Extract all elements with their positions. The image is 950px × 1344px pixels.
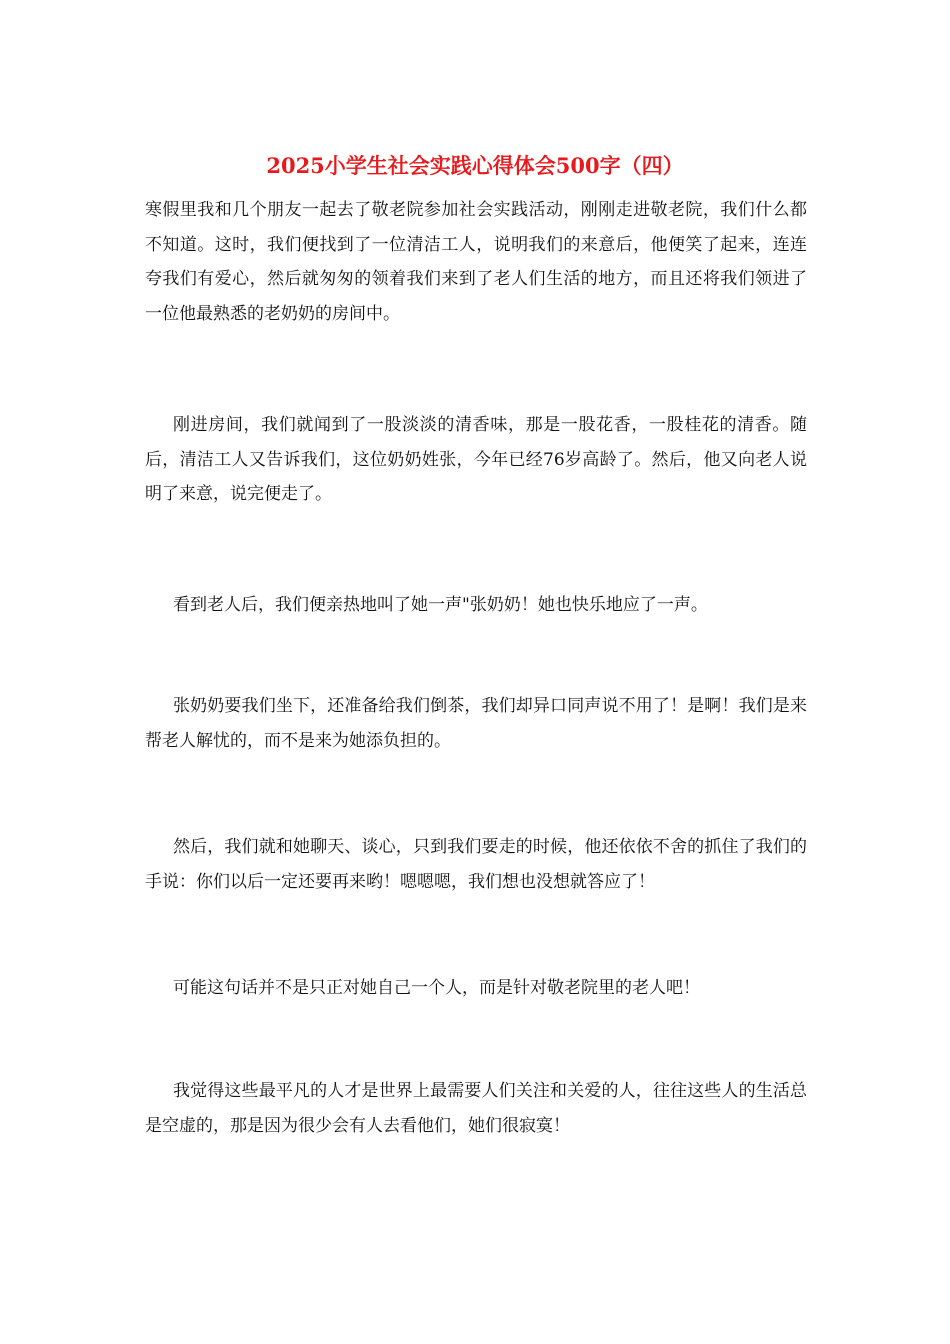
document-title: 2025小学生社会实践心得体会500字（四） <box>266 153 684 178</box>
paragraph-7: 我觉得这些最平凡的人才是世界上最需要人们关注和关爱的人，往往这些人的生活总是空虚的，那是因为很少会有人去看他们，她们很寂寞！ <box>145 1081 807 1136</box>
paragraph-3: 看到老人后，我们便亲热地叫了她一声"张奶奶！她也快乐地应了一声。 <box>173 595 708 615</box>
paragraph-4: 张奶奶要我们坐下，还准备给我们倒茶，我们却异口同声说不用了！是啊！我们是来帮老人解忧的，而不是来为她添负担的。 <box>145 696 807 751</box>
paragraph-6: 可能这句话并不是只正对她自己一个人，而是针对敬老院里的老人吧！ <box>173 978 700 998</box>
paragraph-5: 然后，我们就和她聊天、谈心，只到我们要走的时候，他还依依不舍的抓住了我们的手说：你们以后一定还要再来哟！嗯嗯嗯，我们想也没想就答应了！ <box>145 837 807 892</box>
paragraph-2: 刚进房间，我们就闻到了一股淡淡的清香味，那是一股花香，一股桂花的清香。随后，清洁工人又告诉我们，这位奶奶姓张，今年已经76岁高龄了。然后，他又向老人说明了来意，说完便走了。 <box>145 415 807 504</box>
paragraph-1: 寒假里我和几个朋友一起去了敬老院参加社会实践活动，刚刚走进敬老院，我们什么都不知道。这时，我们便找到了一位清洁工人，说明我们的来意后，他便笑了起来，连连夸我们有爱心，然后就匆匆的领着我们来到了老人们生活的地方，而且还将我们领进了一位他最熟悉的老奶奶的房间中。 <box>145 200 807 324</box>
